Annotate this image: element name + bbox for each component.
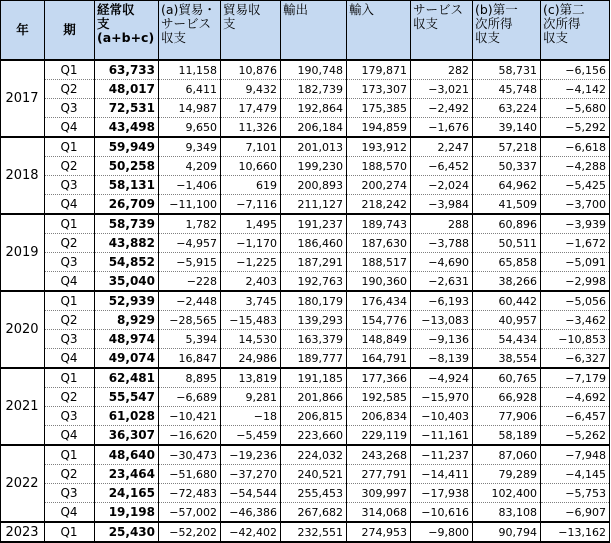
primary-income-cell: 41,509 [473, 195, 541, 215]
secondary-income-cell: −5,680 [541, 99, 610, 118]
trade-services-cell: −16,620 [159, 426, 221, 446]
primary-income-cell: 66,928 [473, 388, 541, 407]
exports-cell: 180,179 [281, 291, 347, 311]
trade-services-cell: 1,782 [159, 214, 221, 234]
trade-balance-cell: 14,530 [221, 330, 281, 349]
quarter-cell: Q1 [45, 291, 95, 311]
trade-balance-cell: 1,495 [221, 214, 281, 234]
exports-cell: 163,379 [281, 330, 347, 349]
current-account-cell: 50,258 [95, 157, 159, 176]
services-cell: −13,083 [411, 311, 473, 330]
quarter-cell: Q1 [45, 214, 95, 234]
trade-balance-cell: 2,403 [221, 272, 281, 292]
secondary-income-cell: −5,262 [541, 426, 610, 446]
imports-cell: 179,871 [347, 60, 411, 80]
imports-cell: 206,834 [347, 407, 411, 426]
table-row [1, 503, 610, 523]
services-cell: −1,676 [411, 118, 473, 138]
secondary-income-cell: −2,998 [541, 272, 610, 292]
table-row [1, 253, 610, 272]
current-account-cell: 25,430 [95, 522, 159, 542]
services-cell: −8,139 [411, 349, 473, 369]
trade-services-cell: 9,349 [159, 137, 221, 157]
exports-cell: 211,127 [281, 195, 347, 215]
table-row [1, 291, 610, 311]
table-row [1, 118, 610, 138]
exports-cell: 189,777 [281, 349, 347, 369]
trade-balance-cell: −1,225 [221, 253, 281, 272]
secondary-income-cell: −6,907 [541, 503, 610, 523]
current-account-cell: 62,481 [95, 368, 159, 388]
services-cell: −4,690 [411, 253, 473, 272]
header-year: 年 [1, 1, 45, 61]
quarter-cell: Q3 [45, 484, 95, 503]
primary-income-cell: 58,731 [473, 60, 541, 80]
header-trade-services: (a)貿易・ サービス 収支 [159, 1, 221, 61]
year-cell: 2019 [1, 214, 45, 291]
table-row [1, 214, 610, 234]
exports-cell: 199,230 [281, 157, 347, 176]
current-account-cell: 43,498 [95, 118, 159, 138]
imports-cell: 309,997 [347, 484, 411, 503]
exports-cell: 240,521 [281, 465, 347, 484]
current-account-cell: 48,640 [95, 445, 159, 465]
secondary-income-cell: −13,162 [541, 522, 610, 542]
secondary-income-cell: −5,056 [541, 291, 610, 311]
current-account-cell: 23,464 [95, 465, 159, 484]
trade-services-cell: −10,421 [159, 407, 221, 426]
current-account-cell: 55,547 [95, 388, 159, 407]
trade-balance-cell: 7,101 [221, 137, 281, 157]
trade-balance-cell: −1,170 [221, 234, 281, 253]
imports-cell: 192,585 [347, 388, 411, 407]
trade-services-cell: −4,957 [159, 234, 221, 253]
exports-cell: 206,815 [281, 407, 347, 426]
imports-cell: 148,849 [347, 330, 411, 349]
current-account-cell: 59,949 [95, 137, 159, 157]
secondary-income-cell: −4,288 [541, 157, 610, 176]
secondary-income-cell: −7,948 [541, 445, 610, 465]
quarter-cell: Q2 [45, 388, 95, 407]
quarter-cell: Q2 [45, 157, 95, 176]
trade-balance-cell: −54,544 [221, 484, 281, 503]
secondary-income-cell: −6,156 [541, 60, 610, 80]
secondary-income-cell: −10,853 [541, 330, 610, 349]
primary-income-cell: 39,140 [473, 118, 541, 138]
primary-income-cell: 45,748 [473, 80, 541, 99]
primary-income-cell: 102,400 [473, 484, 541, 503]
trade-balance-cell: −42,402 [221, 522, 281, 542]
year-cell: 2018 [1, 137, 45, 214]
imports-cell: 314,068 [347, 503, 411, 523]
quarter-cell: Q1 [45, 368, 95, 388]
trade-balance-cell: 10,660 [221, 157, 281, 176]
current-account-cell: 52,939 [95, 291, 159, 311]
services-cell: −3,021 [411, 80, 473, 99]
primary-income-cell: 65,858 [473, 253, 541, 272]
current-account-cell: 54,852 [95, 253, 159, 272]
imports-cell: 190,360 [347, 272, 411, 292]
current-account-cell: 72,531 [95, 99, 159, 118]
trade-balance-cell: −37,270 [221, 465, 281, 484]
services-cell: 288 [411, 214, 473, 234]
imports-cell: 189,743 [347, 214, 411, 234]
services-cell: −2,631 [411, 272, 473, 292]
quarter-cell: Q4 [45, 118, 95, 138]
primary-income-cell: 77,906 [473, 407, 541, 426]
imports-cell: 188,570 [347, 157, 411, 176]
exports-cell: 186,460 [281, 234, 347, 253]
year-cell: 2017 [1, 60, 45, 137]
secondary-income-cell: −5,091 [541, 253, 610, 272]
primary-income-cell: 79,289 [473, 465, 541, 484]
trade-balance-cell: −46,386 [221, 503, 281, 523]
quarter-cell: Q2 [45, 80, 95, 99]
primary-income-cell: 64,962 [473, 176, 541, 195]
trade-balance-cell: −19,236 [221, 445, 281, 465]
secondary-income-cell: −4,145 [541, 465, 610, 484]
table-row [1, 368, 610, 388]
services-cell: −10,403 [411, 407, 473, 426]
trade-services-cell: −52,202 [159, 522, 221, 542]
exports-cell: 267,682 [281, 503, 347, 523]
secondary-income-cell: −1,672 [541, 234, 610, 253]
trade-services-cell: 11,158 [159, 60, 221, 80]
primary-income-cell: 50,337 [473, 157, 541, 176]
exports-cell: 201,013 [281, 137, 347, 157]
services-cell: −15,970 [411, 388, 473, 407]
imports-cell: 229,119 [347, 426, 411, 446]
secondary-income-cell: −4,142 [541, 80, 610, 99]
table-row [1, 176, 610, 195]
secondary-income-cell: −5,753 [541, 484, 610, 503]
header-secondary-income: (c)第二 次所得 収支 [541, 1, 610, 61]
imports-cell: 218,242 [347, 195, 411, 215]
imports-cell: 173,307 [347, 80, 411, 99]
imports-cell: 193,912 [347, 137, 411, 157]
imports-cell: 274,953 [347, 522, 411, 542]
quarter-cell: Q3 [45, 330, 95, 349]
current-account-cell: 8,929 [95, 311, 159, 330]
imports-cell: 200,274 [347, 176, 411, 195]
quarter-cell: Q3 [45, 253, 95, 272]
table-row [1, 349, 610, 369]
exports-cell: 255,453 [281, 484, 347, 503]
trade-services-cell: 14,987 [159, 99, 221, 118]
header-exports: 輸出 [281, 1, 347, 61]
trade-services-cell: −2,448 [159, 291, 221, 311]
table-row [1, 60, 610, 80]
current-account-cell: 58,131 [95, 176, 159, 195]
current-account-cell: 58,739 [95, 214, 159, 234]
services-cell: −2,492 [411, 99, 473, 118]
services-cell: 2,247 [411, 137, 473, 157]
quarter-cell: Q2 [45, 311, 95, 330]
trade-services-cell: 8,895 [159, 368, 221, 388]
quarter-cell: Q3 [45, 99, 95, 118]
services-cell: −11,237 [411, 445, 473, 465]
imports-cell: 243,268 [347, 445, 411, 465]
current-account-cell: 36,307 [95, 426, 159, 446]
trade-balance-cell: −5,459 [221, 426, 281, 446]
quarter-cell: Q2 [45, 465, 95, 484]
quarter-cell: Q4 [45, 272, 95, 292]
trade-balance-cell: 619 [221, 176, 281, 195]
quarter-cell: Q1 [45, 60, 95, 80]
primary-income-cell: 87,060 [473, 445, 541, 465]
trade-services-cell: −6,689 [159, 388, 221, 407]
quarter-cell: Q4 [45, 349, 95, 369]
secondary-income-cell: −6,327 [541, 349, 610, 369]
current-account-cell: 26,709 [95, 195, 159, 215]
quarter-cell: Q1 [45, 445, 95, 465]
trade-services-cell: −1,406 [159, 176, 221, 195]
services-cell: −9,136 [411, 330, 473, 349]
imports-cell: 277,791 [347, 465, 411, 484]
table-row [1, 195, 610, 215]
current-account-cell: 49,074 [95, 349, 159, 369]
secondary-income-cell: −3,700 [541, 195, 610, 215]
imports-cell: 187,630 [347, 234, 411, 253]
trade-services-cell: −57,002 [159, 503, 221, 523]
trade-services-cell: 6,411 [159, 80, 221, 99]
table-row [1, 272, 610, 292]
primary-income-cell: 54,434 [473, 330, 541, 349]
imports-cell: 164,791 [347, 349, 411, 369]
table-row [1, 484, 610, 503]
services-cell: −14,411 [411, 465, 473, 484]
year-cell: 2021 [1, 368, 45, 445]
exports-cell: 190,748 [281, 60, 347, 80]
quarter-cell: Q1 [45, 137, 95, 157]
primary-income-cell: 63,224 [473, 99, 541, 118]
table-row [1, 157, 610, 176]
exports-cell: 182,739 [281, 80, 347, 99]
services-cell: 282 [411, 60, 473, 80]
exports-cell: 223,660 [281, 426, 347, 446]
table-row [1, 522, 610, 542]
trade-balance-cell: −15,483 [221, 311, 281, 330]
table-row [1, 407, 610, 426]
exports-cell: 232,551 [281, 522, 347, 542]
primary-income-cell: 58,189 [473, 426, 541, 446]
services-cell: −3,984 [411, 195, 473, 215]
table-row [1, 80, 610, 99]
primary-income-cell: 60,765 [473, 368, 541, 388]
table-row [1, 137, 610, 157]
quarter-cell: Q4 [45, 503, 95, 523]
quarter-cell: Q3 [45, 176, 95, 195]
imports-cell: 177,366 [347, 368, 411, 388]
exports-cell: 192,864 [281, 99, 347, 118]
secondary-income-cell: −3,939 [541, 214, 610, 234]
trade-balance-cell: −7,116 [221, 195, 281, 215]
imports-cell: 154,776 [347, 311, 411, 330]
trade-balance-cell: 3,745 [221, 291, 281, 311]
header-row [1, 1, 610, 61]
quarter-cell: Q4 [45, 426, 95, 446]
trade-services-cell: −30,473 [159, 445, 221, 465]
trade-services-cell: −228 [159, 272, 221, 292]
header-trade-balance: 貿易収 支 [221, 1, 281, 61]
exports-cell: 206,184 [281, 118, 347, 138]
current-account-cell: 48,974 [95, 330, 159, 349]
table-row [1, 311, 610, 330]
trade-services-cell: −72,483 [159, 484, 221, 503]
trade-balance-cell: −18 [221, 407, 281, 426]
services-cell: −9,800 [411, 522, 473, 542]
trade-services-cell: −5,915 [159, 253, 221, 272]
secondary-income-cell: −7,179 [541, 368, 610, 388]
exports-cell: 191,237 [281, 214, 347, 234]
exports-cell: 187,291 [281, 253, 347, 272]
table-row [1, 234, 610, 253]
trade-balance-cell: 13,819 [221, 368, 281, 388]
imports-cell: 194,859 [347, 118, 411, 138]
trade-services-cell: 4,209 [159, 157, 221, 176]
trade-services-cell: 16,847 [159, 349, 221, 369]
quarter-cell: Q3 [45, 407, 95, 426]
table-row [1, 465, 610, 484]
services-cell: −11,161 [411, 426, 473, 446]
exports-cell: 191,185 [281, 368, 347, 388]
services-cell: −4,924 [411, 368, 473, 388]
trade-balance-cell: 24,986 [221, 349, 281, 369]
primary-income-cell: 60,896 [473, 214, 541, 234]
secondary-income-cell: −5,292 [541, 118, 610, 138]
table-row [1, 99, 610, 118]
current-account-cell: 43,882 [95, 234, 159, 253]
exports-cell: 139,293 [281, 311, 347, 330]
current-account-cell: 19,198 [95, 503, 159, 523]
current-account-cell: 35,040 [95, 272, 159, 292]
header-services: サービス 収支 [411, 1, 473, 61]
trade-services-cell: 5,394 [159, 330, 221, 349]
trade-balance-cell: 9,281 [221, 388, 281, 407]
header-current-account: 経常収 支 (a+b+c) [95, 1, 159, 61]
trade-balance-cell: 11,326 [221, 118, 281, 138]
services-cell: −3,788 [411, 234, 473, 253]
services-cell: −6,452 [411, 157, 473, 176]
header-imports: 輸入 [347, 1, 411, 61]
current-account-cell: 61,028 [95, 407, 159, 426]
header-primary-income: (b)第一 次所得 収支 [473, 1, 541, 61]
trade-balance-cell: 10,876 [221, 60, 281, 80]
trade-services-cell: 9,650 [159, 118, 221, 138]
primary-income-cell: 57,218 [473, 137, 541, 157]
quarter-cell: Q4 [45, 195, 95, 215]
year-cell: 2022 [1, 445, 45, 522]
table-row [1, 330, 610, 349]
secondary-income-cell: −5,425 [541, 176, 610, 195]
primary-income-cell: 90,794 [473, 522, 541, 542]
secondary-income-cell: −4,692 [541, 388, 610, 407]
trade-services-cell: −11,100 [159, 195, 221, 215]
services-cell: −17,938 [411, 484, 473, 503]
current-account-cell: 63,733 [95, 60, 159, 80]
secondary-income-cell: −6,618 [541, 137, 610, 157]
primary-income-cell: 38,266 [473, 272, 541, 292]
current-account-cell: 24,165 [95, 484, 159, 503]
exports-cell: 224,032 [281, 445, 347, 465]
imports-cell: 188,517 [347, 253, 411, 272]
primary-income-cell: 38,554 [473, 349, 541, 369]
quarter-cell: Q2 [45, 234, 95, 253]
primary-income-cell: 50,511 [473, 234, 541, 253]
table-row [1, 388, 610, 407]
table-row [1, 445, 610, 465]
trade-services-cell: −28,565 [159, 311, 221, 330]
header-quarter: 期 [45, 1, 95, 61]
imports-cell: 176,434 [347, 291, 411, 311]
year-cell: 2020 [1, 291, 45, 368]
trade-balance-cell: 17,479 [221, 99, 281, 118]
exports-cell: 200,893 [281, 176, 347, 195]
quarter-cell: Q1 [45, 522, 95, 542]
trade-balance-cell: 9,432 [221, 80, 281, 99]
services-cell: −10,616 [411, 503, 473, 523]
primary-income-cell: 83,108 [473, 503, 541, 523]
primary-income-cell: 40,957 [473, 311, 541, 330]
services-cell: −2,024 [411, 176, 473, 195]
current-account-cell: 48,017 [95, 80, 159, 99]
table-body [1, 60, 610, 542]
exports-cell: 192,763 [281, 272, 347, 292]
table-row [1, 426, 610, 446]
exports-cell: 201,866 [281, 388, 347, 407]
secondary-income-cell: −3,462 [541, 311, 610, 330]
primary-income-cell: 60,442 [473, 291, 541, 311]
year-cell: 2023 [1, 522, 45, 542]
secondary-income-cell: −6,457 [541, 407, 610, 426]
imports-cell: 175,385 [347, 99, 411, 118]
services-cell: −6,193 [411, 291, 473, 311]
trade-services-cell: −51,680 [159, 465, 221, 484]
